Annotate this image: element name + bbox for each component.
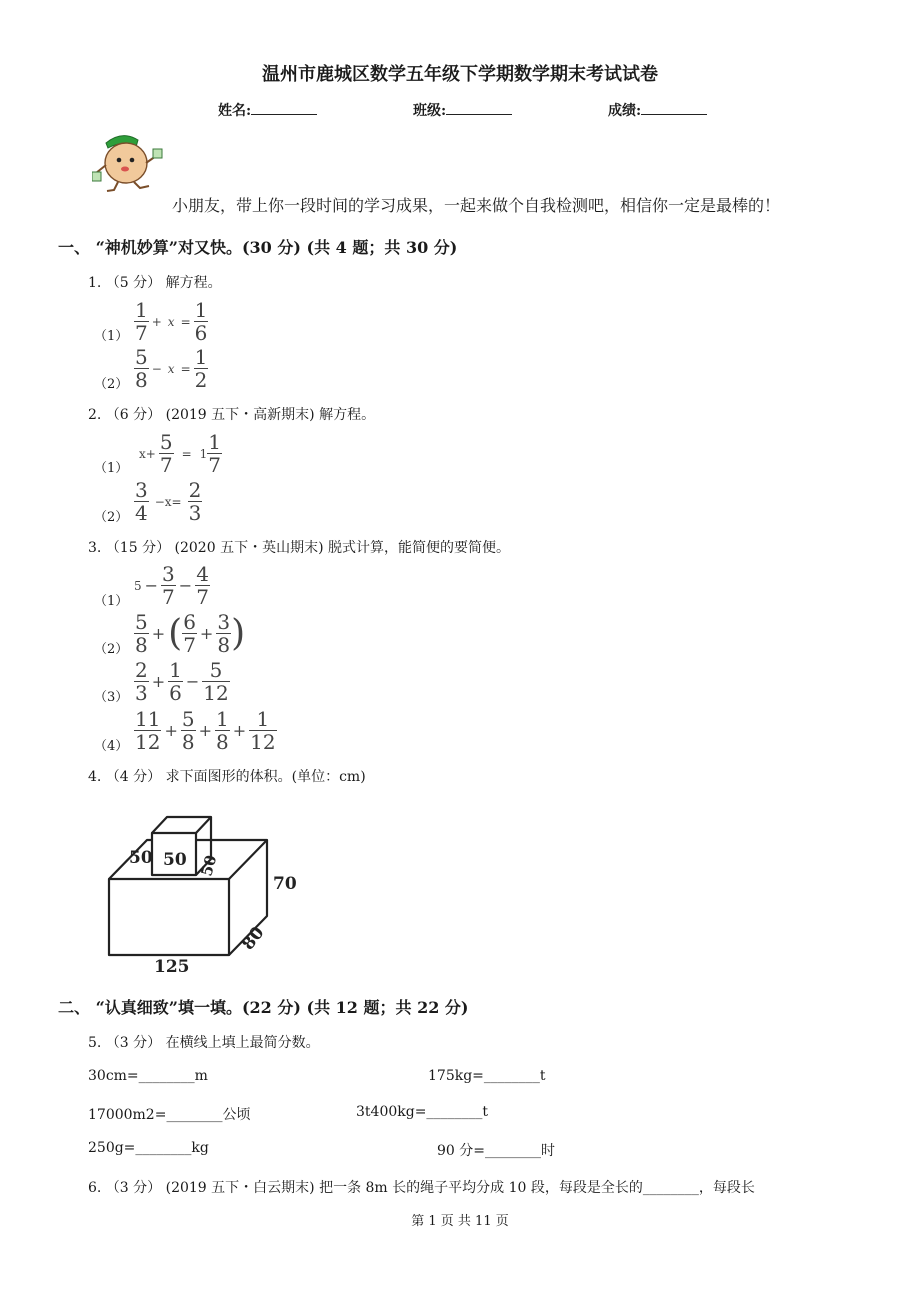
label-top-depth: 50 [197,853,221,879]
score-field[interactable] [608,100,707,120]
class-label: 班级: [413,103,447,119]
q3-part-2-expression: $\frac{5}{8}$ + ( $\frac{6}{7}$ + $\frac{3}{8}$ ) [135,610,246,657]
page-footer: 第 1 页 共 11 页 [411,1214,509,1229]
cuboid-figure [100,805,310,980]
q5-item-f[interactable]: 90 分=________时 [437,1143,555,1159]
name-label: 姓名: [218,103,252,119]
label-height: 70 [273,874,297,894]
q2-part-2-equation: $\frac{3}{4}$ −x= $\frac{2}{3}$ [135,478,202,525]
question-5-head: 5. （3 分） 在横线上填上最简分数。 [88,1035,320,1051]
label-top-width: 50 [129,848,153,868]
mascot-icon [92,130,168,196]
score-blank[interactable] [641,100,707,115]
q5-item-d[interactable]: 3t400kg=________t [356,1104,489,1120]
q3-part-3-expression: $\frac{2}{3}$ + $\frac{1}{6}$ − $\frac{5}{12}$ [135,658,229,705]
intro-text: 小朋友，带上你一段时间的学习成果，一起来做个自我检测吧，相信你一定是最棒的！ [172,196,781,215]
q1-part-2-label: （2） [94,377,129,392]
q2-part-1-label: （1） [94,461,129,476]
name-blank[interactable] [251,100,317,115]
q3-part-4-expression: $\frac{11}{12}$ + $\frac{5}{8}$ + $\frac{1}{8}$ + $\frac{1}{12}$ [135,707,276,754]
q5-item-c[interactable]: 17000m2=________公顷 [88,1107,251,1123]
section-1-heading: 一、 “神机妙算”对又快。(30 分) (共 4 题；共 30 分) [58,238,458,257]
q3-part-3-label: （3） [94,690,129,705]
label-depth: 80 [238,923,269,955]
q1-part-1-equation: $\frac{1}{7}$ + x = $\frac{1}{6}$ [135,298,208,345]
q5-item-e[interactable]: 250g=________kg [88,1140,209,1156]
q3-part-2-label: （2） [94,642,129,657]
q3-part-1-expression: 5 − $\frac{3}{7}$ − $\frac{4}{7}$ [134,562,209,609]
q1-part-2-equation: $\frac{5}{8}$ − x = $\frac{1}{2}$ [135,345,208,392]
question-3-head: 3. （15 分） (2020 五下・英山期末) 脱式计算，能简便的要简便。 [88,540,510,556]
page-title: 温州市鹿城区数学五年级下学期数学期末考试试卷 [262,64,658,85]
q3-part-1-label: （1） [94,594,129,609]
question-6-head: 6. （3 分） (2019 五下・白云期末) 把一条 8m 长的绳子平均分成 10 段，每段是全长的________，每段长 [88,1180,755,1196]
class-blank[interactable] [446,100,512,115]
q5-item-b[interactable]: 175kg=________t [428,1068,546,1084]
class-field[interactable] [413,100,512,120]
q2-part-1-equation: x+ $\frac{5}{7}$ = 1 $\frac{1}{7}$ [139,430,221,477]
question-1-head: 1. （5 分） 解方程。 [88,275,222,291]
label-top-front: 50 [163,850,187,870]
q3-part-4-label: （4） [94,739,129,754]
q1-part-1-label: （1） [94,329,129,344]
name-field[interactable] [218,100,317,120]
label-length: 125 [154,957,190,977]
q2-part-2-label: （2） [94,510,129,525]
section-2-heading: 二、 “认真细致”填一填。(22 分) (共 12 题；共 22 分) [58,998,469,1017]
q5-item-a[interactable]: 30cm=________m [88,1068,208,1084]
score-label: 成绩: [608,103,642,119]
question-4-head: 4. （4 分） 求下面图形的体积。(单位：cm) [88,769,366,785]
question-2-head: 2. （6 分） (2019 五下・高新期末) 解方程。 [88,407,376,423]
